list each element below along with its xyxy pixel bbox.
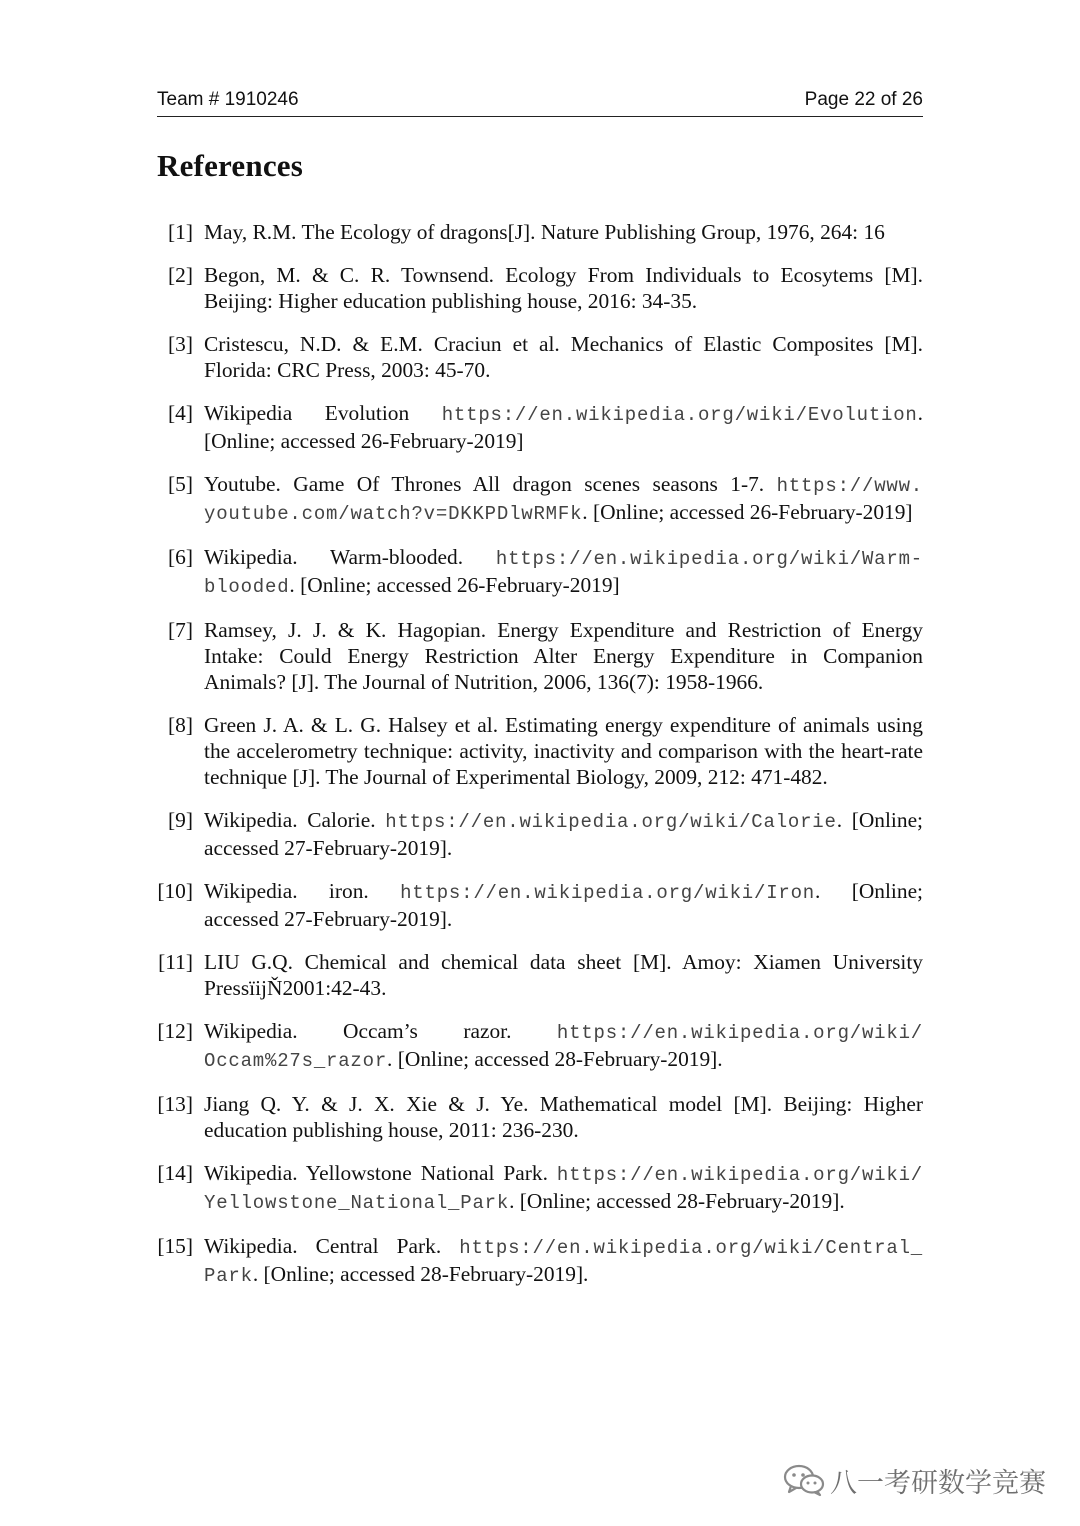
reference-segment: Wikipedia. Warm-blooded. — [204, 545, 496, 569]
reference-list — [157, 219, 923, 1306]
reference-item — [157, 219, 923, 245]
reference-segment: . [Online; accessed 28-February-2019]. — [252, 1262, 589, 1286]
watermark-text: 八一考研数学竞赛 — [830, 1467, 1046, 1499]
reference-number: [3] — [168, 332, 193, 356]
reference-item — [157, 1091, 923, 1143]
reference-segment: LIU G.Q. Chemical and chemical data sheet [M]. Amoy: Xiamen University PressïijŇ2001:42-43. — [204, 950, 923, 1000]
reference-segment: Jiang Q. Y. & J. X. Xie & J. Ye. Mathematical model [M]. Beijing: Higher education publishing house, 2011: 236-230. — [204, 1092, 923, 1142]
reference-segment: . [Online; accessed 26-February-2019] — [204, 401, 923, 453]
reference-number: [7] — [168, 618, 193, 642]
reference-segment: . [Online; accessed 26-February-2019] — [582, 500, 913, 524]
reference-url[interactable]: https://en.wikipedia.org/wiki/Yellowstone_National_Park — [204, 1164, 923, 1214]
reference-url[interactable]: https://en.wikipedia.org/wiki/Warm-blooded — [204, 548, 923, 598]
reference-number: [14] — [157, 1161, 193, 1185]
reference-number: [9] — [168, 808, 193, 832]
reference-segment: . [Online; accessed 28-February-2019]. — [509, 1189, 845, 1213]
reference-segment: Green J. A. & L. G. Halsey et al. Estimating energy expenditure of animals using the accelerometry technique: activity, inactivity and comparison with the heart-rate technique [J]. The Journal of Experimental Biology, 2009, 212: 471-482. — [204, 713, 923, 789]
reference-text — [204, 713, 923, 789]
reference-text — [204, 618, 923, 694]
reference-item — [157, 331, 923, 383]
reference-item — [157, 807, 923, 861]
reference-text — [204, 545, 923, 597]
reference-item — [157, 712, 923, 790]
reference-segment: Wikipedia. Yellowstone National Park. — [204, 1161, 557, 1185]
reference-segment: . [Online; accessed 26-February-2019] — [289, 573, 620, 597]
reference-number: [11] — [158, 950, 193, 974]
reference-number: [5] — [168, 472, 193, 496]
reference-text — [204, 332, 923, 382]
reference-segment: Begon, M. & C. R. Townsend. Ecology From Individuals to Ecosytems [M]. Beijing: Higher education publishing house, 2016: 34-35. — [204, 263, 923, 313]
section-title: References — [157, 148, 304, 183]
team-number: Team # 1910246 — [157, 89, 299, 110]
reference-number: [1] — [168, 220, 193, 244]
reference-text — [204, 1161, 923, 1213]
reference-segment: Youtube. Game Of Thrones All dragon scenes seasons 1-7. — [204, 472, 777, 496]
reference-item — [157, 617, 923, 695]
reference-text — [204, 879, 923, 931]
page-number: Page 22 of 26 — [804, 89, 923, 110]
reference-text — [204, 263, 923, 313]
reference-item — [157, 262, 923, 314]
reference-url[interactable]: https://en.wikipedia.org/wiki/Calorie — [385, 811, 837, 833]
reference-segment: Wikipedia. Occam’s razor. — [204, 1019, 557, 1043]
reference-number: [4] — [168, 401, 193, 425]
wechat-icon — [782, 1462, 826, 1498]
page-header — [157, 88, 923, 117]
reference-segment: Ramsey, J. J. & K. Hagopian. Energy Expenditure and Restriction of Energy Intake: Could Energy Restriction Alter Energy Expenditure in Companion Animals? [J]. The Journal of Nutrition, 2006, 136(7): 1958-1966. — [204, 618, 923, 694]
reference-number: [13] — [157, 1092, 193, 1116]
reference-segment: Wikipedia. Central Park. — [204, 1234, 460, 1258]
reference-item — [157, 544, 923, 600]
reference-item — [157, 400, 923, 454]
reference-item — [157, 471, 923, 527]
reference-item — [157, 949, 923, 1001]
reference-url[interactable]: https://en.wikipedia.org/wiki/Iron — [400, 882, 816, 904]
reference-text — [204, 808, 923, 860]
reference-text — [204, 220, 885, 244]
reference-number: [10] — [157, 879, 193, 903]
reference-url[interactable]: https://www.youtube.com/watch?v=DKKPDlwRMFk — [204, 475, 923, 525]
reference-url[interactable]: https://en.wikipedia.org/wiki/Central_Park — [204, 1237, 923, 1287]
reference-segment: Wikipedia Evolution — [204, 401, 442, 425]
reference-url[interactable]: https://en.wikipedia.org/wiki/Occam%27s_razor — [204, 1022, 923, 1072]
reference-url[interactable]: https://en.wikipedia.org/wiki/Evolution — [441, 404, 918, 426]
reference-text — [204, 401, 923, 453]
reference-item — [157, 1160, 923, 1216]
reference-segment: Wikipedia. iron. — [204, 879, 401, 903]
reference-text — [204, 1234, 923, 1286]
reference-segment: . [Online; accessed 28-February-2019]. — [387, 1047, 723, 1071]
reference-number: [6] — [168, 545, 193, 569]
reference-segment: May, R.M. The Ecology of dragons[J]. Nature Publishing Group, 1976, 264: 16 — [204, 220, 885, 244]
reference-text — [204, 1092, 923, 1142]
watermark — [782, 1460, 1046, 1500]
reference-text — [204, 472, 923, 524]
reference-number: [8] — [168, 713, 193, 737]
reference-item — [157, 1018, 923, 1074]
reference-text — [204, 1019, 923, 1071]
reference-segment: Cristescu, N.D. & E.M. Craciun et al. Mechanics of Elastic Composites [M]. Florida: CRC Press, 2003: 45-70. — [204, 332, 923, 382]
reference-number: [15] — [157, 1234, 193, 1258]
reference-segment: . [Online; accessed 27-February-2019]. — [204, 879, 924, 931]
reference-segment: . [Online; accessed 27-February-2019]. — [204, 808, 924, 860]
reference-text — [204, 950, 923, 1000]
reference-segment: Wikipedia. Calorie. — [204, 808, 386, 832]
reference-number: [12] — [157, 1019, 193, 1043]
reference-number: [2] — [168, 263, 193, 287]
reference-item — [157, 878, 923, 932]
reference-item — [157, 1233, 923, 1289]
